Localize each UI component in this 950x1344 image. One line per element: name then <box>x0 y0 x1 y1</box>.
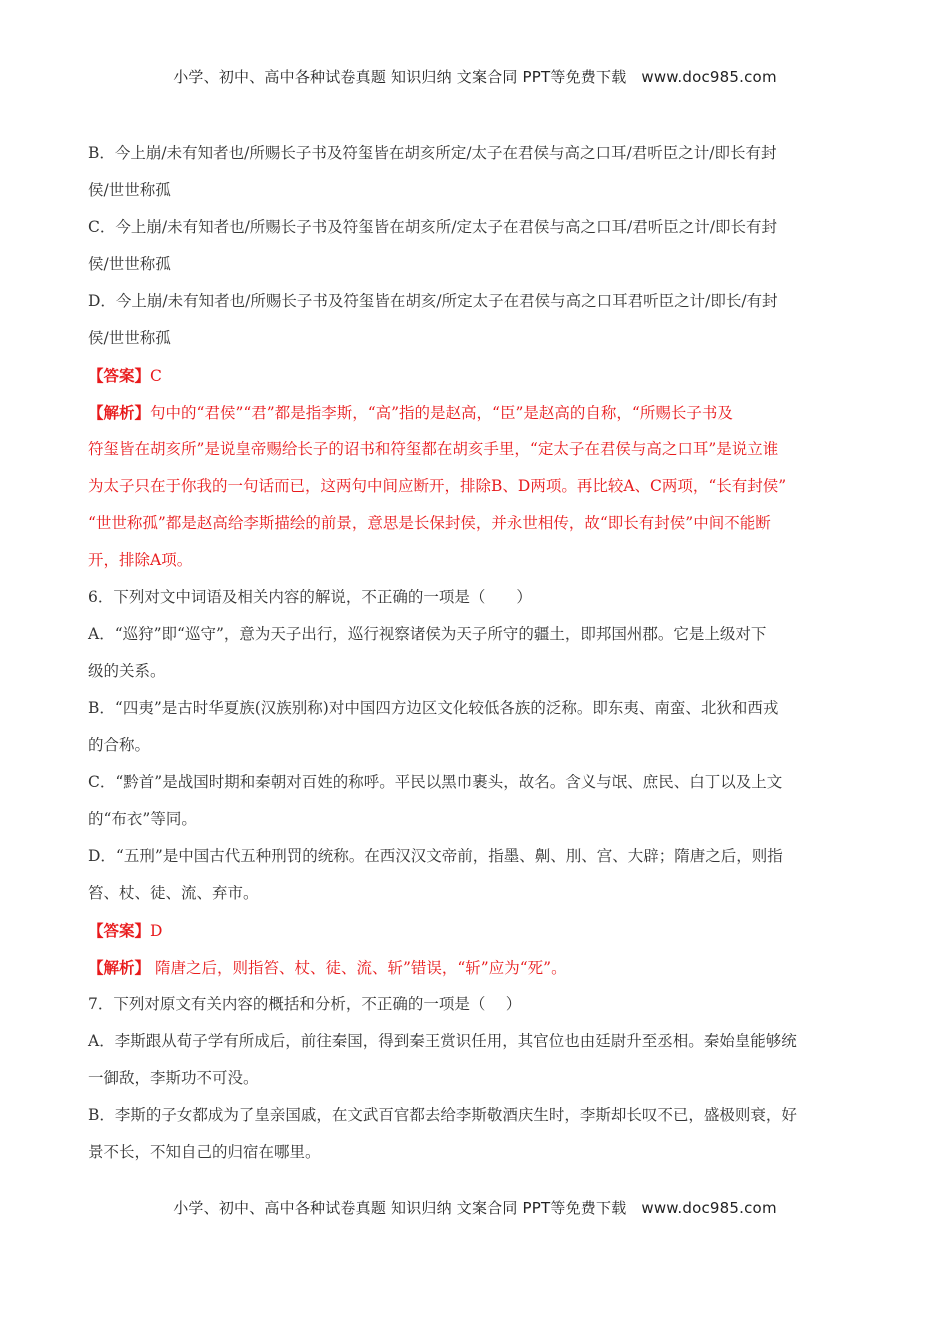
answer-q6 <box>88 912 868 949</box>
q7-option-b-line-2 <box>88 1134 868 1171</box>
answer-value: C <box>150 367 162 385</box>
answer-tag: 【答案】 <box>88 921 151 940</box>
option-b-line-1 <box>88 135 868 172</box>
page-footer <box>0 1197 950 1218</box>
line-text: 景不长，不知自己的归宿在哪里。 <box>88 1143 321 1161</box>
answer-q5 <box>88 357 868 394</box>
q6-option-a-line-1 <box>88 616 868 653</box>
q6-option-b-line-2 <box>88 727 868 764</box>
question-6 <box>88 579 868 616</box>
line-text: 侯/世世称孤 <box>88 181 171 199</box>
q6-option-d-line-1 <box>88 838 868 875</box>
answer-value: D <box>150 922 163 940</box>
footer-text: 小学、初中、高中各种试卷真题 知识归纳 文案合同 PPT等免费下载 <box>173 1199 627 1217</box>
document-body <box>88 135 868 1171</box>
analysis-q5-line-1 <box>88 394 868 431</box>
footer-url[interactable]: www.doc985.com <box>641 1199 777 1217</box>
question-7 <box>88 986 868 1023</box>
line-text: A．李斯跟从荀子学有所成后，前往秦国，得到秦王赏识任用，其官位也由廷尉升至丞相。秦始皇能够统 <box>88 1032 797 1050</box>
line-text: C．今上崩/未有知者也/所赐长子书及符玺皆在胡亥所/定太子在君侯与高之口耳/君听臣之计/即长有封 <box>88 218 777 236</box>
q6-option-c-line-1 <box>88 764 868 801</box>
answer-tag: 【答案】 <box>88 366 151 385</box>
line-text: B．今上崩/未有知者也/所赐长子书及符玺皆在胡亥所定/太子在君侯与高之口耳/君听臣之计/即长有封 <box>88 144 777 162</box>
option-d-line-2 <box>88 320 868 357</box>
line-text: 的合称。 <box>88 736 151 754</box>
option-b-line-2 <box>88 172 868 209</box>
analysis-text: 开，排除A项。 <box>88 551 193 569</box>
line-text: B．李斯的子女都成为了皇亲国戚，在文武百官都去给李斯敬酒庆生时，李斯却长叹不已，盛极则衰，好 <box>88 1106 797 1124</box>
analysis-tag: 【解析】 <box>88 958 151 977</box>
question-text: 6．下列对文中词语及相关内容的解说，不正确的一项是（ ） <box>88 588 532 606</box>
option-d-line-1 <box>88 283 868 320</box>
line-text: 侯/世世称孤 <box>88 329 171 347</box>
line-text: A．“巡狩”即“巡守”，意为天子出行，巡行视察诸侯为天子所守的疆土，即邦国州郡。它是上级对下 <box>88 625 767 643</box>
analysis-text: “世世称孤”都是赵高给李斯描绘的前景，意思是长保封侯，并永世相传，故“即长有封侯”中间不能断 <box>88 514 771 532</box>
analysis-q5-line-3 <box>88 468 868 505</box>
q7-option-a-line-1 <box>88 1023 868 1060</box>
q6-option-b-line-1 <box>88 690 868 727</box>
q6-option-c-line-2 <box>88 801 868 838</box>
page-header <box>0 66 950 87</box>
analysis-q5-line-2 <box>88 431 868 468</box>
line-text: 一御敌，李斯功不可没。 <box>88 1069 259 1087</box>
line-text: 侯/世世称孤 <box>88 255 171 273</box>
line-text: D．今上崩/未有知者也/所赐长子书及符玺皆在胡亥/所定太子在君侯与高之口耳君听臣之计/即长/有封 <box>88 292 778 310</box>
option-c-line-1 <box>88 209 868 246</box>
analysis-q5-line-4 <box>88 505 868 542</box>
line-text: D．“五刑”是中国古代五种刑罚的统称。在西汉汉文帝前，指墨、劓、刖、宫、大辟；隋唐之后，则指 <box>88 847 783 865</box>
analysis-text: 隋唐之后，则指笞、杖、徒、流、斩”错误，“斩”应为“死”。 <box>150 959 567 977</box>
q7-option-a-line-2 <box>88 1060 868 1097</box>
question-text: 7．下列对原文有关内容的概括和分析，不正确的一项是（ ） <box>88 995 522 1013</box>
line-text: 的“布衣”等同。 <box>88 810 197 828</box>
analysis-q5-line-5 <box>88 542 868 579</box>
header-text: 小学、初中、高中各种试卷真题 知识归纳 文案合同 PPT等免费下载 <box>173 68 627 86</box>
q6-option-d-line-2 <box>88 875 868 912</box>
analysis-text: 符玺皆在胡亥所”是说皇帝赐给长子的诏书和符玺都在胡亥手里，“定太子在君侯与高之口耳”是说立谁 <box>88 440 779 458</box>
option-c-line-2 <box>88 246 868 283</box>
line-text: C．“黔首”是战国时期和秦朝对百姓的称呼。平民以黑巾裹头，故名。含义与氓、庶民、白丁以及上文 <box>88 773 783 791</box>
header-url[interactable]: www.doc985.com <box>641 68 777 86</box>
line-text: 笞、杖、徒、流、弃市。 <box>88 884 259 902</box>
q6-option-a-line-2 <box>88 653 868 690</box>
analysis-tag: 【解析】 <box>88 403 151 422</box>
analysis-text: 为太子只在于你我的一句话而已，这两句中间应断开，排除B、D两项。再比较A、C两项，“长有封侯” <box>88 477 787 495</box>
q7-option-b-line-1 <box>88 1097 868 1134</box>
line-text: 级的关系。 <box>88 662 166 680</box>
analysis-q6 <box>88 949 868 986</box>
line-text: B．“四夷”是古时华夏族(汉族别称)对中国四方边区文化较低各族的泛称。即东夷、南蛮、北狄和西戎 <box>88 699 779 717</box>
analysis-text: 句中的“君侯”“君”都是指李斯，“高”指的是赵高，“臣”是赵高的自称，“所赐长子书及 <box>150 404 733 422</box>
